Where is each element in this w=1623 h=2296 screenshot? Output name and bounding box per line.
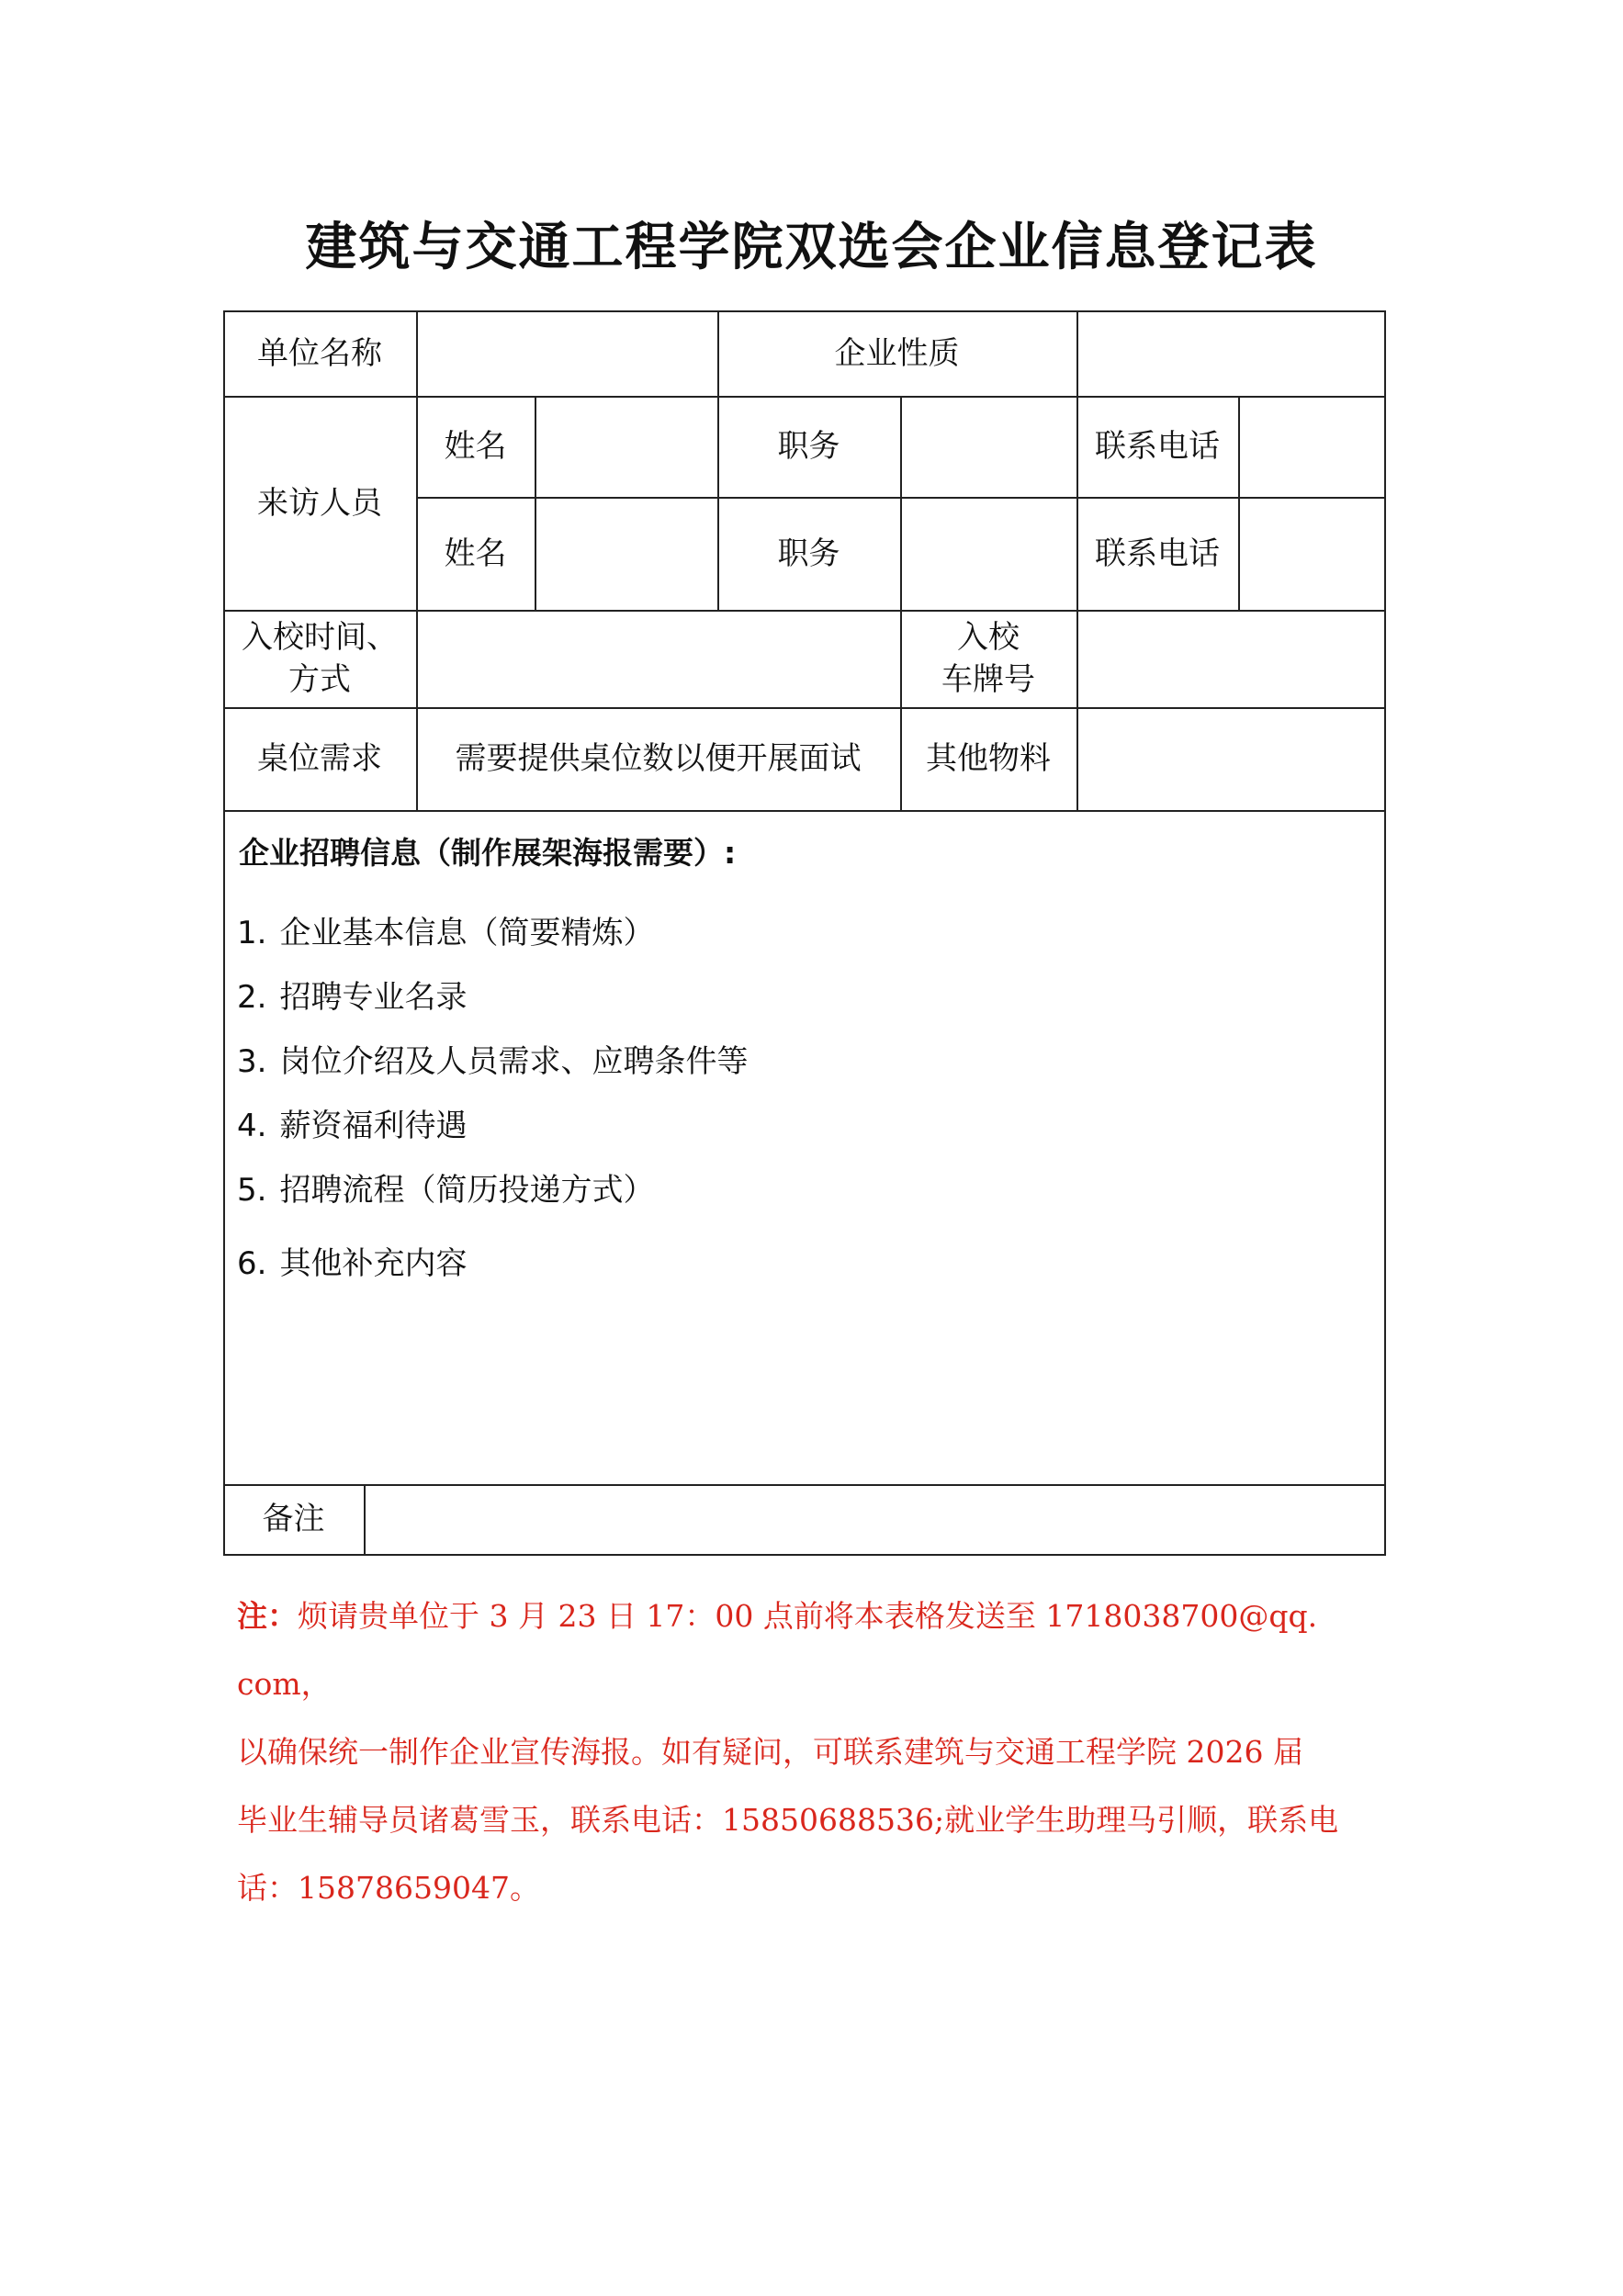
note-line-1: 注：烦请贵单位于 3 月 23 日 17：00 点前将本表格发送至 1718038700@qq. com，: [237, 1598, 1318, 1702]
other-materials-label: 其他物料: [926, 740, 1051, 777]
recruitment-info-heading: 企业招聘信息（制作展架海报需要）:: [239, 835, 737, 871]
remarks-label: 备注: [262, 1501, 325, 1537]
desk-requirement-field[interactable]: 需要提供桌位数以便开展面试: [455, 740, 862, 777]
recruit-item: 3. 岗位介绍及人员需求、应聘条件等: [237, 1043, 749, 1080]
table-rule: [223, 810, 1386, 812]
visitors-label: 来访人员: [257, 484, 382, 522]
visitor-1-position-field[interactable]: [902, 398, 1076, 497]
company-name-field[interactable]: [418, 312, 717, 396]
visitor-2-position-field[interactable]: [902, 499, 1076, 610]
visitor-1-name-field[interactable]: [536, 398, 717, 497]
visitor-2-name-field[interactable]: [536, 499, 717, 610]
page-title: 建筑与交通工程学院双选会企业信息登记表: [305, 218, 1318, 277]
table-border-bottom: [223, 1554, 1386, 1556]
submission-note: [237, 1582, 1385, 1922]
company-type-label: 企业性质: [834, 334, 960, 372]
entry-time-label-line1: 入校时间、: [242, 619, 398, 656]
recruit-item: 1. 企业基本信息（简要精炼）: [237, 915, 655, 951]
desk-requirement-label: 桌位需求: [257, 740, 382, 777]
visitor-1-phone-label: 联系电话: [1095, 428, 1220, 465]
note-line-3: 毕业生辅导员诸葛雪玉，联系电话：15850688536;就业学生助理马引顺，联系电: [237, 1802, 1339, 1838]
other-materials-field[interactable]: [1078, 709, 1384, 810]
recruit-item: 4. 薪资福利待遇: [237, 1108, 468, 1144]
visitor-1-position-label: 职务: [777, 428, 840, 465]
plate-number-label-line2: 车牌号: [941, 661, 1035, 698]
entry-time-field[interactable]: [418, 612, 900, 707]
company-type-field[interactable]: [1078, 312, 1384, 396]
note-line-4: 话：15878659047。: [237, 1870, 540, 1906]
company-name-label: 单位名称: [257, 334, 382, 372]
plate-number-field[interactable]: [1078, 612, 1384, 707]
remarks-field[interactable]: [366, 1486, 1384, 1554]
visitor-1-phone-field[interactable]: [1240, 398, 1384, 497]
visitor-2-position-label: 职务: [777, 535, 840, 572]
visitor-2-phone-field[interactable]: [1240, 499, 1384, 610]
visitor-1-name-label: 姓名: [444, 428, 507, 465]
plate-number-label-line1: 入校: [957, 619, 1020, 656]
table-border-right: [1384, 310, 1386, 1556]
recruit-item: 5. 招聘流程（简历投递方式）: [237, 1172, 655, 1209]
visitor-2-name-label: 姓名: [444, 535, 507, 572]
entry-time-label-line2: 方式: [288, 661, 351, 698]
entry-time-label: [223, 610, 416, 707]
note-line-2: 以确保统一制作企业宣传海报。如有疑问，可联系建筑与交通工程学院 2026 届: [237, 1734, 1303, 1770]
plate-number-label: [900, 610, 1076, 707]
registration-table: [223, 310, 1386, 1556]
visitor-2-phone-label: 联系电话: [1095, 535, 1220, 572]
recruit-item: 6. 其他补充内容: [237, 1245, 468, 1282]
recruit-item: 2. 招聘专业名录: [237, 979, 468, 1016]
